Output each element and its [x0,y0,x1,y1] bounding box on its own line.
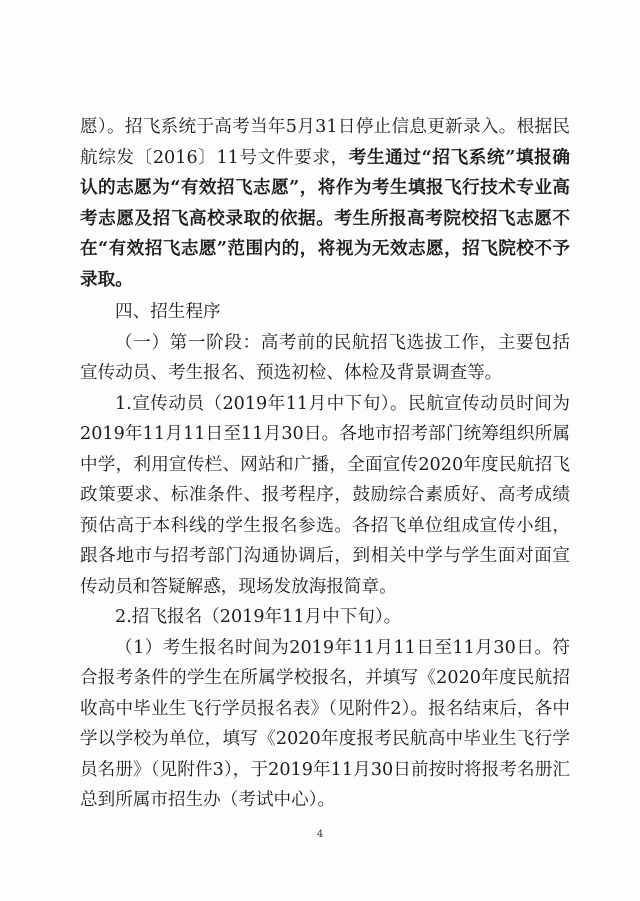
paragraph-stage-one: （一）第一阶段：高考前的民航招飞选拔工作，主要包括宣传动员、考生报名、预选初检、体检及背景调查等。 [80,332,570,383]
item-1-body: 民航宣传动员时间为2019年11月11日至11月30日。各地市招考部门统筹组织所属中学，利用宣传栏、网站和广播，全面宣传2020年度民航招飞政策要求、标准条件、报考程序，鼓励综合素质好、高考成绩预估高于本科线的学生报名参选。各招飞单位组成宣传小组，跟各地市与招考部门沟通协调后，到相关中学与学生面对面宣传动员和答疑解惑，现场发放海报简章。 [80,393,570,597]
paragraph-item-1 [80,389,570,603]
section-heading: 四、招生程序 [115,302,221,322]
page-number: 4 [316,829,324,840]
document-body [80,112,570,816]
paragraph-bold-text: 考生通过“招飞系统”填报确认的志愿为“有效招飞志愿”，将作为考生填报飞行技术专业高考志愿及招飞高校录取的依据。考生所报高考院校招飞志愿不在“有效招飞志愿”范围内的，将视为无效志愿，招飞院校不予录取。 [80,146,570,290]
paragraph-item-2-sub-1: （1）考生报名时间为2019年11月11日至11月30日。符合报考条件的学生在所属学校报名，并填写《2020年度民航招收高中毕业生飞行学员报名表》（见附件2）。报名结束后，各中学以学校为单位，填写《2020年度报考民航高中毕业生飞行学员名册》（见附件3），于2019年11月30日前按时将报考名册汇总到所属市招生办（考试中心）。 [80,637,570,810]
paragraph-text: 愿）。招飞系统于高考当年5月31日停止信息更新录入。根据民航综发〔2016〕11号文件要求， [80,117,570,168]
paragraph-item-2-title: 2.招飞报名（2019年11月中下旬）。 [115,607,402,627]
item-1-title: 1.宣传动员（2019年11月中下旬）。 [115,393,409,414]
paragraph-continuation [80,112,570,295]
